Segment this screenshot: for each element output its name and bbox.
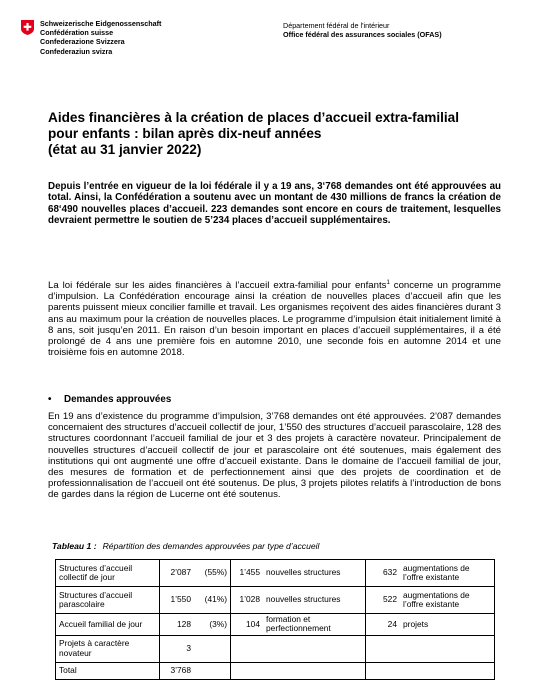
row-label: Structures d’accueil collectif de jour <box>56 560 160 587</box>
org-line-rm: Confederaziun svizra <box>40 46 113 56</box>
title-line: (état au 31 janvier 2022) <box>48 142 202 158</box>
footnote-ref[interactable]: 1 <box>386 279 390 286</box>
letterhead <box>0 8 548 68</box>
row-label-2 <box>263 635 366 662</box>
title-line: Aides financières à la création de places d’accueil extra-familial <box>48 110 460 125</box>
org-line-it: Confederazione Svizzera <box>40 37 125 47</box>
confederation-names <box>40 19 161 56</box>
table-row <box>56 635 495 662</box>
row-label-3: projets <box>400 614 495 636</box>
crest-cross-horizontal <box>24 26 32 28</box>
row-label-2: nouvelles structures <box>263 587 366 614</box>
table-label: Tableau 1 : <box>52 541 97 551</box>
office-name: Office fédéral des assurances sociales (OFAS) <box>283 30 442 40</box>
row-label-2: nouvelles structures <box>263 560 366 587</box>
lead-paragraph: Depuis l’entrée en vigueur de la loi fédérale il y a 19 ans, 3‘768 demandes ont été approuvées au total. Ainsi, la Confédération a soutenu avec un montant de 430 millions de francs la création de 68‘490 nouvelles places d’accueil. 223 demandes sont encore en cours de traitement, lesquelles devraient permettre le soutien de 5’234 places d’accueil supplémentaires. <box>48 181 501 227</box>
section-heading <box>48 394 171 405</box>
row-label-2: formation et perfectionnement <box>263 614 366 636</box>
row-label-3 <box>400 662 495 679</box>
row-count-3: 632 <box>366 560 401 587</box>
document-title <box>48 110 508 159</box>
row-count-3 <box>366 662 401 679</box>
table-row <box>56 587 495 614</box>
row-count: 128 <box>160 614 195 636</box>
row-count-3: 24 <box>366 614 401 636</box>
row-percent: (55%) <box>194 560 231 587</box>
row-count-2 <box>231 662 264 679</box>
table-caption-text: Répartition des demandes approuvées par type d’accueil <box>102 541 320 551</box>
section-paragraph: En 19 ans d’existence du programme d’impulsion, 3’768 demandes ont été approuvées. 2’087 demandes concernaient des structures d’accueil collectif de jour, 1’550 des structures d’accueil parascolaire, 128 des structures coordonnant l’accueil familial de jour et 3 des projets à caractère novateur. Principalement de nouvelles structures d’accueil collectif de jour et parascolaire ont été soutenues, mais également des institutions qui ont augmenté une offre d’accueil existante. Dans le domaine de l’accueil familial de jour, des mesures de formation et de perfectionnement ainsi que des projets de coordination et de professionnalisation de l’accueil ont été soutenus. De plus, 3 projets pilotes relatifs à l’introduction de bons de gardes dans la région de Lucerne ont été soutenus. <box>48 411 501 501</box>
table-row <box>56 560 495 587</box>
row-label-2 <box>263 662 366 679</box>
bullet-icon: • <box>48 394 52 405</box>
row-label: Total <box>56 662 160 679</box>
title-line: pour enfants : bilan après dix-neuf années <box>48 126 322 142</box>
row-label-3: augmentations de l’offre existante <box>400 560 495 587</box>
row-percent: (3%) <box>194 614 231 636</box>
department-block <box>283 21 442 40</box>
row-count: 3’768 <box>160 662 195 679</box>
approved-requests-table <box>55 559 495 680</box>
row-label: Projets à caractère novateur <box>56 635 160 662</box>
org-line-de: Schweizerische Eidgenossenschaft <box>40 19 162 28</box>
row-count-2: 1’455 <box>231 560 264 587</box>
department-name: Département fédéral de l'intérieur <box>283 21 390 30</box>
row-percent <box>194 635 231 662</box>
row-count: 3 <box>160 635 195 662</box>
table-caption <box>52 541 319 551</box>
row-label-3 <box>400 635 495 662</box>
table-row <box>56 662 495 679</box>
row-label-3: augmentations de l’offre existante <box>400 587 495 614</box>
row-count-3 <box>366 635 401 662</box>
row-count-2: 1’028 <box>231 587 264 614</box>
swiss-crest-icon <box>21 20 34 35</box>
row-count: 2’087 <box>160 560 195 587</box>
row-count: 1’550 <box>160 587 195 614</box>
row-label: Structures d’accueil parascolaire <box>56 587 160 614</box>
section-heading-text: Demandes approuvées <box>64 394 172 405</box>
row-count-2: 104 <box>231 614 264 636</box>
row-count-2 <box>231 635 264 662</box>
row-label: Accueil familial de jour <box>56 614 160 636</box>
row-percent <box>194 662 231 679</box>
intro-text-cont: concerne un programme d’impulsion. La Confédération encourage ainsi la création de nouvelles places d’accueil afin que les parents puissent mieux concilier famille et travail. Les organismes reçoivent des aides financières durant 3 ans au maximum pour la création de nouvelles places. Le programme d’impulsion était initialement limité à 8 ans, soit jusqu’en 2011. En raison d’un besoin important en places d’accueil supplémentaires, il a été prolongé de 4 ans une première fois en automne 2010, une seconde fois en automne 2014 et une troisième fois en automne 2018. <box>48 280 501 359</box>
row-count-3: 522 <box>366 587 401 614</box>
row-percent: (41%) <box>194 587 231 614</box>
table-row <box>56 614 495 636</box>
intro-text: La loi fédérale sur les aides financières à l’accueil extra-familial pour enfants <box>48 280 387 291</box>
org-line-fr: Confédération suisse <box>40 28 114 38</box>
intro-paragraph <box>48 280 501 358</box>
